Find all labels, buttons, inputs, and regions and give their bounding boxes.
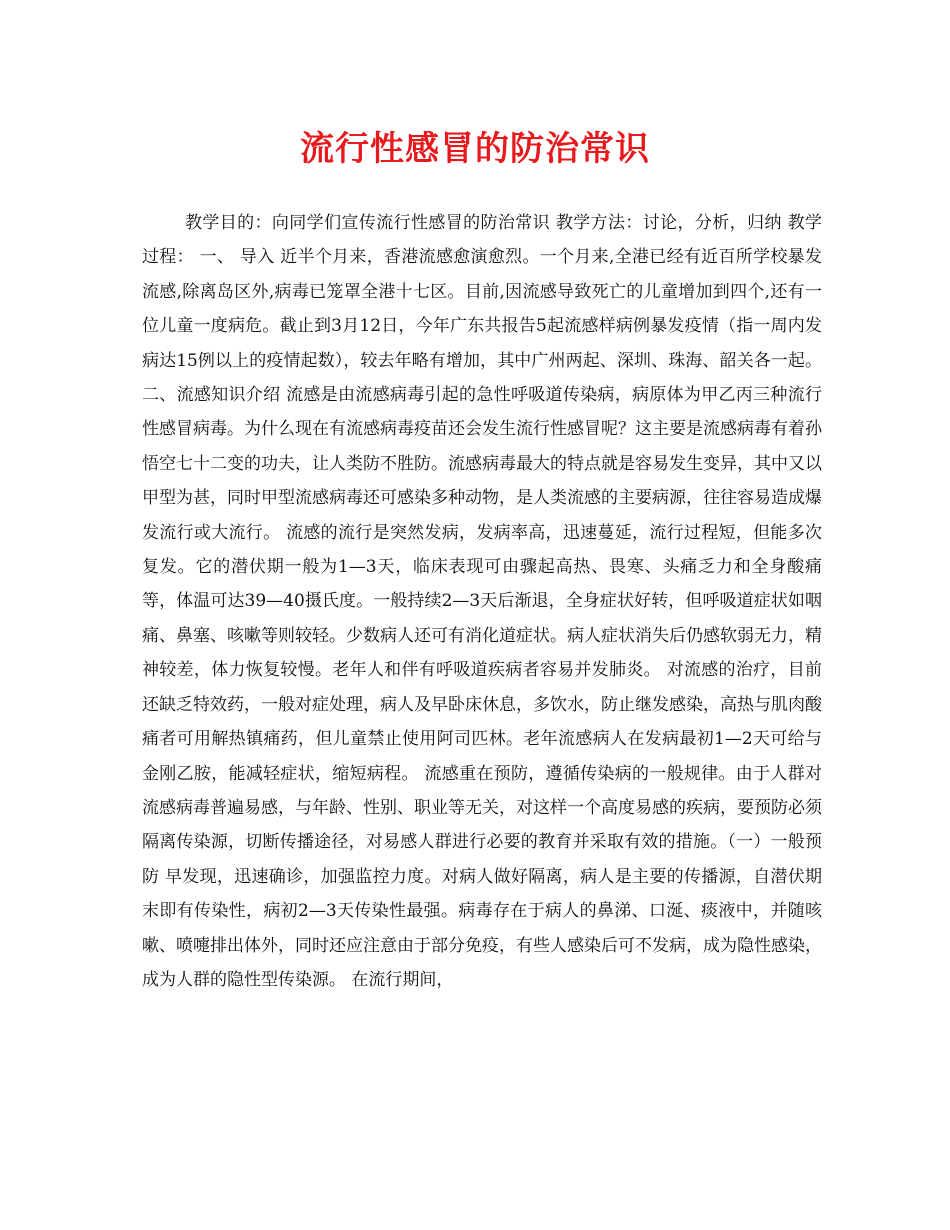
document-title: 流行性感冒的防治常识 [300, 129, 650, 169]
document-body-paragraph: 教学目的：向同学们宣传流行性感冒的防治常识 教学方法：讨论，分析，归纳 教学过程： 一、 导入 近半个月来，香港流感愈演愈烈。一个月来,全港已经有近百所学校暴发流感,除离岛区外,病毒已笼罩全港十七区。目前,因流感导致死亡的儿童增加到四个,还有一位儿童一度病危。截止到3月12日，今年广东共报告5起流感样病例暴发疫情（指一周内发病达15例以上的疫情起数），较去年略有增加，其中广州两起、深圳、珠海、韶关各一起。 二、流感知识介绍 流感是由流感病毒引起的急性呼吸道传染病，病原体为甲乙丙三种流行性感冒病毒。为什么现在有流感病毒疫苗还会发生流行性感冒呢？这主要是流感病毒有着孙悟空七十二变的功夫，让人类防不胜防。流感病毒最大的特点就是容易发生变异，其中又以甲型为甚，同时甲型流感病毒还可感染多种动物，是人类流感的主要病源，往往容易造成爆发流行或大流行。 流感的流行是突然发病，发病率高，迅速蔓延，流行过程短，但能多次复发。它的潜伏期一般为1—3天，临床表现可由骤起高热、畏寒、头痛乏力和全身酸痛等，体温可达39—40摄氏度。一般持续2—3天后渐退，全身症状好转，但呼吸道症状如咽痛、鼻塞、咳嗽等则较轻。少数病人还可有消化道症状。病人症状消失后仍感软弱无力，精神较差，体力恢复较慢。老年人和伴有呼吸道疾病者容易并发肺炎。 对流感的治疗，目前还缺乏特效药，一般对症处理，病人及早卧床休息，多饮水，防止继发感染，高热与肌肉酸痛者可用解热镇痛药，但儿童禁止使用阿司匹林。老年流感病人在发病最初1—2天可给与金刚乙胺，能减轻症状，缩短病程。 流感重在预防，遵循传染病的一般规律。由于人群对流感病毒普遍易感，与年龄、性别、职业等无关，对这样一个高度易感的疾病，要预防必须隔离传染源，切断传播途径，对易感人群进行必要的教育并采取有效的措施。（一）一般预防 早发现，迅速确诊，加强监控力度。对病人做好隔离，病人是主要的传播源，自潜伏期末即有传染性，病初2—3天传染性最强。病毒存在于病人的鼻涕、口涎、痰液中，并随咳嗽、喷嚏排出体外，同时还应注意由于部分免疫，有些人感染后可不发病，成为隐性感染，成为人群的隐性型传染源。 在流行期间， [142, 213, 822, 990]
